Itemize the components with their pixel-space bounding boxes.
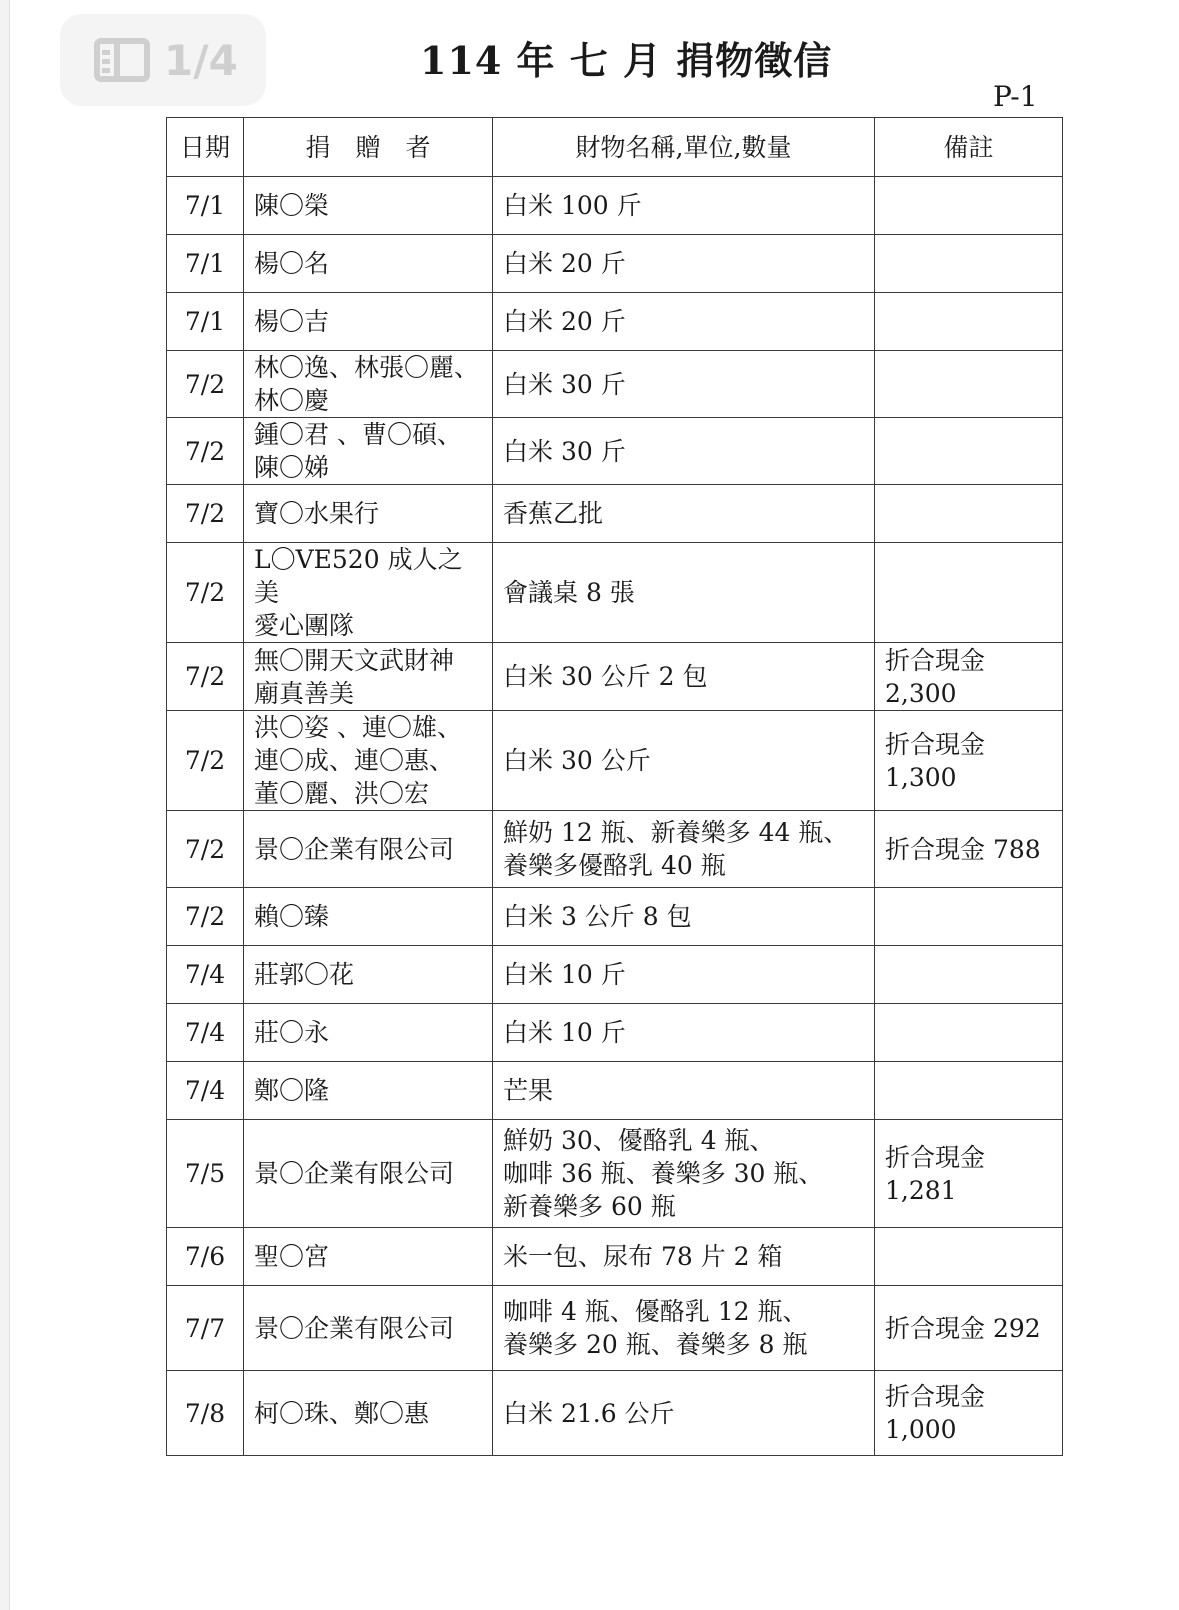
cell-note: 折合現金 1,300 [875, 711, 1063, 811]
cell-donor [244, 1371, 493, 1456]
cell-date: 7/2 [167, 711, 244, 811]
cell-note [875, 235, 1063, 293]
cell-donor [244, 235, 493, 293]
cell-item [493, 946, 875, 1004]
header-item: 財物名稱,單位,數量 [493, 118, 875, 177]
cell-item-line: 白米 100 斤 [503, 191, 642, 220]
cell-item [493, 543, 875, 643]
cell-item-line: 白米 10 斤 [503, 960, 626, 989]
cell-note [875, 946, 1063, 1004]
cell-item [493, 1120, 875, 1228]
cell-item-line: 白米 20 斤 [503, 307, 626, 336]
cell-donor-line: 連〇成、連〇惠、 [254, 746, 455, 775]
page-indicator-button[interactable] [60, 14, 266, 106]
cell-note: 折合現金 1,281 [875, 1120, 1063, 1228]
cell-note: 折合現金 788 [875, 811, 1063, 888]
cell-donor [244, 543, 493, 643]
cell-donor-line: L〇VE520 成人之美 [254, 545, 463, 607]
cell-donor-line: 景〇企業有限公司 [254, 834, 455, 864]
cell-item [493, 418, 875, 485]
cell-item-line: 白米 10 斤 [503, 1018, 626, 1047]
table-row [167, 946, 1063, 1004]
cell-item [493, 888, 875, 946]
viewer-left-edge [0, 0, 10, 1610]
cell-donor-line: 林〇逸、林張〇麗、 [254, 353, 480, 382]
cell-date: 7/2 [167, 643, 244, 711]
cell-donor [244, 888, 493, 946]
cell-date: 7/4 [167, 1004, 244, 1062]
cell-date: 7/6 [167, 1228, 244, 1286]
cell-donor-line: 楊〇吉 [254, 307, 330, 336]
table-row [167, 293, 1063, 351]
cell-donor-line: 景〇企業有限公司 [254, 1159, 455, 1188]
cell-item [493, 711, 875, 811]
cell-date: 7/1 [167, 177, 244, 235]
cell-note: 折合現金 292 [875, 1286, 1063, 1371]
cell-date: 7/2 [167, 485, 244, 543]
cell-donor-line: 愛心團隊 [254, 611, 355, 640]
cell-item [493, 1062, 875, 1120]
cell-note: 折合現金 1,000 [875, 1371, 1063, 1456]
cell-donor [244, 485, 493, 543]
cell-item [493, 351, 875, 418]
table-row [167, 711, 1063, 811]
cell-date: 7/2 [167, 888, 244, 946]
cell-donor-line: 陳〇娣 [254, 453, 330, 482]
cell-donor-line: 鄭〇隆 [254, 1076, 330, 1105]
cell-item-line: 咖啡 4 瓶、優酪乳 12 瓶、 [503, 1297, 808, 1326]
cell-donor-line: 莊〇永 [254, 1018, 330, 1047]
table-row [167, 485, 1063, 543]
cell-note: 折合現金 2,300 [875, 643, 1063, 711]
table-row [167, 1286, 1063, 1371]
cell-donor-line: 柯〇珠、鄭〇惠 [254, 1398, 430, 1428]
cell-item [493, 643, 875, 711]
table-row [167, 1062, 1063, 1120]
table-row [167, 235, 1063, 293]
cell-note [875, 888, 1063, 946]
table-row [167, 1228, 1063, 1286]
cell-item-line: 會議桌 8 張 [503, 578, 635, 607]
table-row [167, 418, 1063, 485]
table-row [167, 177, 1063, 235]
cell-item-line: 養樂多優酪乳 40 瓶 [503, 851, 726, 880]
cell-note [875, 485, 1063, 543]
table-header-row [167, 118, 1063, 177]
cell-donor [244, 1286, 493, 1371]
cell-item [493, 293, 875, 351]
cell-donor [244, 711, 493, 811]
cell-item-line: 新養樂多 60 瓶 [503, 1192, 676, 1221]
cell-date: 7/7 [167, 1286, 244, 1371]
cell-date: 7/2 [167, 543, 244, 643]
cell-item-line: 白米 21.6 公斤 [503, 1398, 675, 1428]
cell-donor-line: 楊〇名 [254, 249, 330, 278]
table-row [167, 888, 1063, 946]
table-row [167, 1120, 1063, 1228]
cell-donor-line: 陳〇榮 [254, 191, 330, 220]
cell-item-line: 白米 30 斤 [503, 436, 626, 466]
document-title: 114 年 七 月 捐物徵信 [420, 38, 833, 83]
cell-date: 7/2 [167, 418, 244, 485]
cell-item-line: 香蕉乙批 [503, 499, 604, 528]
table-row [167, 643, 1063, 711]
cell-donor-line: 廟真善美 [254, 678, 355, 708]
cell-donor-line: 莊郭〇花 [254, 960, 355, 989]
cell-item-line: 咖啡 36 瓶、養樂多 30 瓶、 [503, 1159, 824, 1188]
page-number: P-1 [993, 80, 1038, 113]
table-row [167, 543, 1063, 643]
table-row [167, 811, 1063, 888]
cell-item [493, 1004, 875, 1062]
cell-donor-line: 寶〇水果行 [254, 499, 380, 528]
cell-donor-line: 景〇企業有限公司 [254, 1313, 455, 1343]
cell-donor [244, 1062, 493, 1120]
cell-donor [244, 643, 493, 711]
cell-item [493, 485, 875, 543]
cell-item-line: 白米 3 公斤 8 包 [503, 902, 692, 931]
header-note: 備註 [875, 118, 1063, 177]
cell-note [875, 543, 1063, 643]
cell-date: 7/2 [167, 351, 244, 418]
cell-item [493, 235, 875, 293]
cell-donor [244, 811, 493, 888]
table-row [167, 1004, 1063, 1062]
cell-item-line: 白米 20 斤 [503, 249, 626, 278]
cell-item-line: 芒果 [503, 1076, 554, 1105]
table-row [167, 351, 1063, 418]
header-donor: 捐 贈 者 [244, 118, 493, 177]
cell-item-line: 白米 30 公斤 [503, 746, 651, 775]
cell-donor [244, 1004, 493, 1062]
cell-item-line: 養樂多 20 瓶、養樂多 8 瓶 [503, 1330, 808, 1359]
page-indicator-text: 1/4 [164, 35, 238, 85]
cell-item-line: 鮮奶 30、優酪乳 4 瓶、 [503, 1126, 775, 1155]
cell-item [493, 811, 875, 888]
cell-date: 7/1 [167, 235, 244, 293]
donations-table [166, 117, 1063, 1456]
cell-donor [244, 177, 493, 235]
cell-donor-line: 聖〇宮 [254, 1242, 330, 1271]
cell-item-line: 白米 30 公斤 2 包 [503, 662, 708, 691]
cell-donor-line: 賴〇臻 [254, 902, 330, 931]
cell-item-line: 白米 30 斤 [503, 369, 626, 399]
cell-item [493, 177, 875, 235]
cell-donor [244, 1228, 493, 1286]
cell-item [493, 1371, 875, 1456]
cell-note [875, 1062, 1063, 1120]
cell-donor [244, 1120, 493, 1228]
cell-item [493, 1286, 875, 1371]
cell-donor [244, 293, 493, 351]
cell-donor [244, 351, 493, 418]
cell-donor [244, 418, 493, 485]
cell-item-line: 鮮奶 12 瓶、新養樂多 44 瓶、 [503, 818, 849, 847]
header-date: 日期 [167, 118, 244, 177]
sidebar-thumbnails-icon [94, 38, 150, 82]
cell-note [875, 1004, 1063, 1062]
cell-note [875, 1228, 1063, 1286]
cell-date: 7/4 [167, 946, 244, 1004]
cell-donor-line: 董〇麗、洪〇宏 [254, 779, 430, 808]
cell-note [875, 293, 1063, 351]
cell-donor-line: 鍾〇君 、曹〇碩、 [254, 420, 462, 449]
cell-donor [244, 946, 493, 1004]
cell-donor-line: 無〇開天文武財神 [254, 645, 455, 675]
cell-date: 7/4 [167, 1062, 244, 1120]
table-row [167, 1371, 1063, 1456]
cell-note [875, 351, 1063, 418]
cell-item [493, 1228, 875, 1286]
cell-note [875, 177, 1063, 235]
cell-donor-line: 林〇慶 [254, 386, 330, 415]
cell-date: 7/8 [167, 1371, 244, 1456]
cell-date: 7/1 [167, 293, 244, 351]
cell-item-line: 米一包、尿布 78 片 2 箱 [503, 1242, 783, 1271]
cell-date: 7/2 [167, 811, 244, 888]
cell-note [875, 418, 1063, 485]
cell-donor-line: 洪〇姿 、連〇雄、 [254, 713, 462, 742]
cell-date: 7/5 [167, 1120, 244, 1228]
